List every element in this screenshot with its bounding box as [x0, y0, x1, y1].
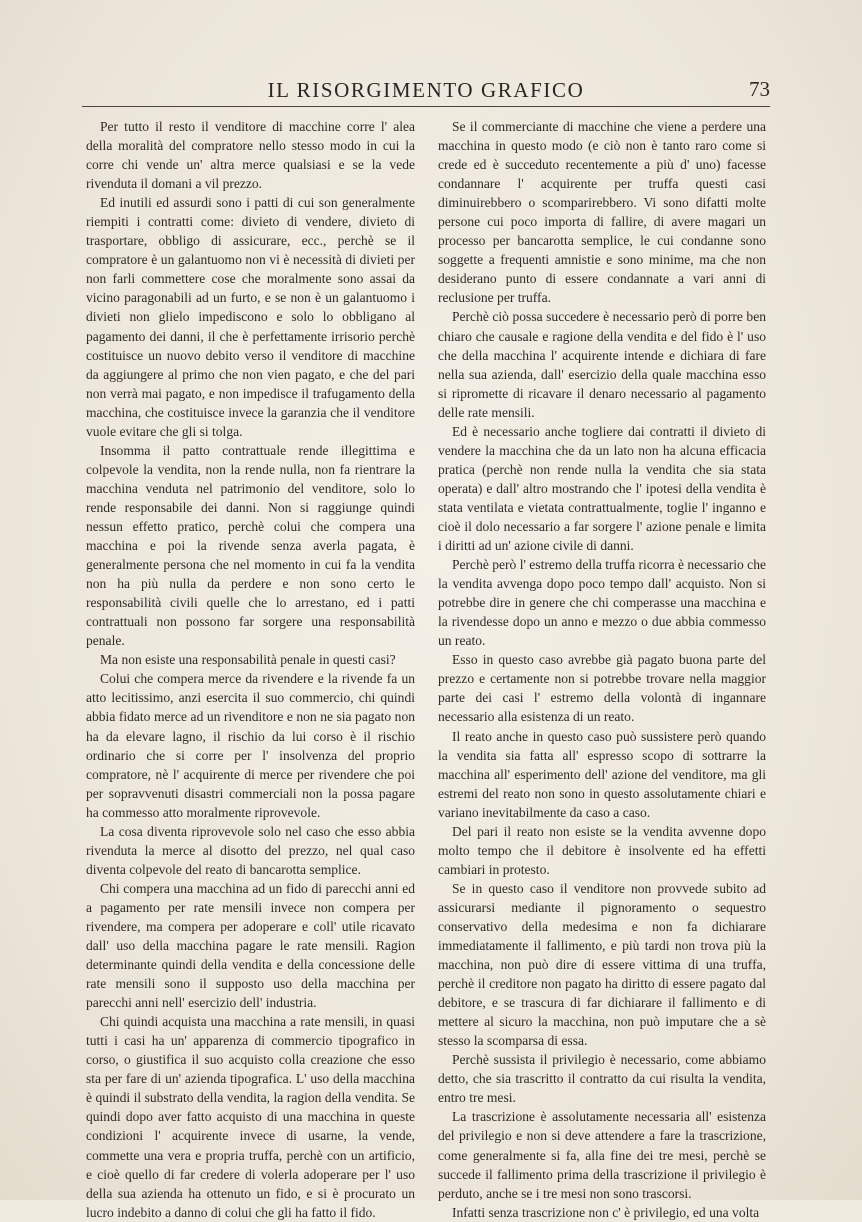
paragraph: Perchè ciò possa succedere è necessario però di porre ben chiaro che causale e ragione della vendita e del fido è l' uso che della macchina l' acquirente intende e dichiara di fare nella sua azienda, dall' esercizio della quale macchina esso si ripromette di ricavare il denaro necessario al pagamento delle rate mensili. [438, 309, 766, 420]
paragraph: La trascrizione è assolutamente necessaria all' esistenza del privilegio e non si deve attendere a fare la trascrizione, come generalmente si fa, alla fine dei tre mesi, perchè se succede il fallimento prima della trascrizione il privilegio è perduto, anche se i tre mesi non sono trascorsi. [438, 1109, 766, 1201]
header-rule [82, 106, 770, 107]
paragraph: Chi compera una macchina ad un fido di parecchi anni ed a pagamento per rate mensili invece non compera per rivendere, ma compera per adoperare e coll' utile ricavato dall' uso della macchina pagare le rate mensili. Ragion determinante quindi della vendita e della concessione delle rate mensili sono il supposto uso della macchina per parecchi anni nell' esercizio dell' industria. [86, 880, 415, 1011]
paragraph: Colui che compera merce da rivendere e la rivende fa un atto lecitissimo, anzi esercita il suo commercio, chi quindi abbia fidato merce ad un rivenditore e non ne sia pagato non ha da elevare lagno, il rischio da lui corso è il rischio ordinario che si corre per l' insolvenza del proprio compratore, nè l' acquirente di merce per rivendere che poi per sopravvenuti disastri commerciali non la possa pagare ha commesso atto moralmente riprovevole. [86, 671, 415, 820]
journal-title: IL RISORGIMENTO GRAFICO [267, 78, 585, 102]
paragraph: Se in questo caso il venditore non provvede subito ad assicurarsi mediante il pignoramento o sequestro conservativo della medesima e non fa dichiarare immediatamente il fallimento, e più tardi non trova più la macchina, non può dire di essere vittima di una truffa, perchè il creditore non pagato ha diritto di essere pagato dal debitore, e se trascura di far dichiarare il fallimento e di mettere al sicuro la macchina, non può imputare che a sè stesso la scomparsa di essa. [438, 880, 766, 1049]
running-header [82, 76, 770, 106]
page-number: 73 [749, 77, 770, 101]
paragraph: Ed è necessario anche togliere dai contratti il divieto di vendere la macchina che da un lato non ha alcuna efficacia pratica (perchè non rende nulla la vendita che sia stata operata) e dall' altro mostrando che l' ipotesi della vendita è stata ventilata e vietata contrattualmente, toglie l' inganno e cioè il dolo necessario a far sorgere l' azione penale e limita i diritti ad un' azione civile di danni. [438, 423, 766, 554]
paragraph: Insomma il patto contrattuale rende illegittima e colpevole la vendita, non la rende nulla, non fa rientrare la macchina venduta nel patrimonio del venditore, solo lo rende responsabile dei danni. Non si raggiunge quindi nessun effetto pratico, perchè colui che compera una macchina e poi la rivende senza averla pagata, è generalmente persona che nel momento in cui fa la vendita non ha più nulla da perdere e non sono certo le responsabilità civili quelle che lo arrestano, ed i patti contrattuali non possono far sorgere una responsabilità penale. [86, 442, 415, 649]
paragraph: Chi quindi acquista una macchina a rate mensili, in quasi tutti i casi ha un' apparenza di commercio tipografico in corso, o giustifica il suo acquisto colla creazione che esso sta per fare di un' azienda tipografica. L' uso della macchina è quindi il substrato della vendita, la ragion della vendita. Se quindi dopo aver fatto acquisto di una macchina in queste condizioni l' acquirente invece di usarne, la vende, commette una vera e propria truffa, perchè con un artificio, e cioè quello di far credere di volerla adoperare per l' uso della sua azienda ha ottenuto un fido, e si è procurato un lucro indebito a danno di colui che gli ha fatto il fido. [86, 1014, 415, 1220]
paragraph: Perchè sussista il privilegio è necessario, come abbiamo detto, che sia trascritto il contratto da cui risulta la vendita, entro tre mesi. [438, 1052, 766, 1106]
right-column [438, 117, 766, 1222]
paragraph: Il reato anche in questo caso può sussistere però quando la vendita sia fatta all' espresso scopo di sottrarre la macchina all' esperimento dell' azione del venditore, ma gli estremi del reato non sono in questo assolutamente chiari e variano inevitabilmente da caso a caso. [438, 728, 766, 820]
paragraph: Perchè però l' estremo della truffa ricorra è necessario che la vendita avvenga dopo poco tempo dall' acquisto. Non si potrebbe dire in genere che chi comperasse una macchina e la rivendesse dopo un anno e mezzo o due abbia commesso un reato. [438, 557, 766, 649]
paragraph: Per tutto il resto il venditore di macchine corre l' alea della moralità del compratore nello stesso modo in cui la corre chi vende un' altra merce qualsiasi e se la vede rivenduta il domani a vil prezzo. [86, 119, 415, 192]
paragraph: Del pari il reato non esiste se la vendita avvenne dopo molto tempo che il debitore è insolvente ed ha effetti cambiari in protesto. [438, 823, 766, 877]
paragraph: Infatti senza trascrizione non c' è privilegio, ed una volta [452, 1204, 760, 1220]
paragraph: Esso in questo caso avrebbe già pagato buona parte del prezzo e certamente non si potrebbe trovare nella maggior parte dei casi l' estremo della volontà di ingannare necessario alla esistenza di un reato. [438, 652, 766, 725]
paragraph: Se il commerciante di macchine che viene a perdere una macchina in questo modo (e ciò non è tanto raro come si crede ed è succeduto recentemente a più d' uno) facesse condannare l' acquirente per truffa questi casi diminuirebbero o scomparirebbero. Vi sono difatti molte persone cui poco importa di fallire, di avere magari un processo per bancarotta semplice, le cui condanne sono soggette a frequenti amnistie e sono minime, ma che non desiderano punto di essere condannate a vari anni di reclusione per truffa. [438, 119, 766, 306]
left-column [86, 117, 415, 1222]
paragraph: La cosa diventa riprovevole solo nel caso che esso abbia rivenduta la merce al disotto del prezzo, nel qual caso diventa colpevole del reato di bancarotta semplice. [86, 823, 415, 877]
paragraph: Ed inutili ed assurdi sono i patti di cui son generalmente riempiti i contratti come: divieto di vendere, divieto di trasportare, obbligo di assicurare, ecc., perchè se il compratore è un galantuomo non vi è necessità di divieti per non farli commettere cose che moralmente sono assai da vicino paragonabili ad un furto, e se non è un galantuomo i divieti non glielo impediscono e solo lo obbligano al pagamento dei danni, il che è perfettamente irrisorio perchè costituisce un nuovo debito verso il venditore di macchine da aggiungere al primo che non vien pagato, e che del pari non verrà mai pagato, e non impedisce il trafugamento della macchina, che costituisce invece la garanzia che il venditore vuole evitare che gli si tolga. [86, 195, 415, 439]
paragraph: Ma non esiste una responsabilità penale in questi casi? [100, 652, 396, 668]
